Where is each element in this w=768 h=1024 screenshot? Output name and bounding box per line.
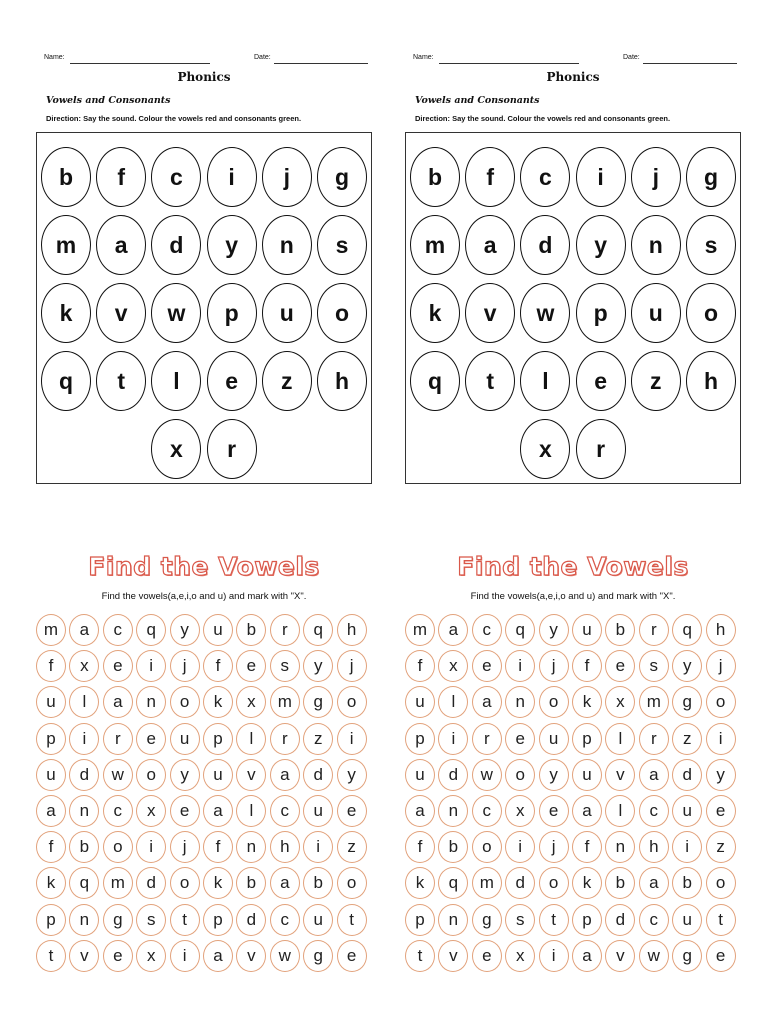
letter-circle[interactable]: c: [103, 795, 133, 827]
letter-circle[interactable]: v: [236, 940, 266, 972]
letter-circle[interactable]: o: [337, 686, 367, 718]
letter-circle[interactable]: i: [136, 650, 166, 682]
letter-circle[interactable]: z: [303, 723, 333, 755]
letter-circle[interactable]: u: [405, 759, 435, 791]
letter-circle[interactable]: m: [270, 686, 300, 718]
letter-circle[interactable]: x: [438, 650, 468, 682]
letter-circle[interactable]: d: [236, 904, 266, 936]
letter-circle[interactable]: y: [539, 759, 569, 791]
letter-circle[interactable]: p: [572, 723, 602, 755]
letter-oval[interactable]: i: [207, 147, 257, 207]
letter-circle[interactable]: t: [170, 904, 200, 936]
letter-circle[interactable]: x: [136, 940, 166, 972]
letter-circle[interactable]: b: [605, 614, 635, 646]
letter-circle[interactable]: f: [203, 831, 233, 863]
letter-oval[interactable]: w: [151, 283, 201, 343]
letter-circle[interactable]: c: [472, 614, 502, 646]
letter-circle[interactable]: q: [672, 614, 702, 646]
letter-circle[interactable]: e: [472, 940, 502, 972]
letter-oval[interactable]: g: [686, 147, 736, 207]
letter-circle[interactable]: q: [303, 614, 333, 646]
letter-circle[interactable]: m: [103, 867, 133, 899]
letter-circle[interactable]: u: [672, 904, 702, 936]
vowel-letter-grid: [405, 614, 741, 980]
letter-circle[interactable]: f: [572, 650, 602, 682]
letter-circle[interactable]: v: [605, 759, 635, 791]
letter-circle[interactable]: b: [236, 614, 266, 646]
letter-circle[interactable]: e: [539, 795, 569, 827]
letter-circle[interactable]: u: [170, 723, 200, 755]
letter-oval[interactable]: n: [262, 215, 312, 275]
letter-circle[interactable]: t: [405, 940, 435, 972]
letter-circle[interactable]: n: [438, 904, 468, 936]
letter-circle[interactable]: x: [605, 686, 635, 718]
letter-circle[interactable]: u: [303, 795, 333, 827]
letter-oval[interactable]: x: [520, 419, 570, 479]
letter-circle[interactable]: l: [605, 795, 635, 827]
letter-circle[interactable]: i: [69, 723, 99, 755]
letter-circle[interactable]: e: [706, 940, 736, 972]
letter-circle[interactable]: t: [36, 940, 66, 972]
letter-circle[interactable]: a: [639, 759, 669, 791]
letter-circle[interactable]: q: [438, 867, 468, 899]
letter-circle[interactable]: z: [706, 831, 736, 863]
date-label: Date:: [623, 54, 640, 61]
letter-circle[interactable]: w: [472, 759, 502, 791]
letter-circle[interactable]: d: [672, 759, 702, 791]
worksheet-direction: Direction: Say the sound. Colour the vowels red and consonants green.: [415, 114, 671, 123]
letter-circle[interactable]: j: [337, 650, 367, 682]
name-date-line: [44, 54, 366, 68]
letter-circle[interactable]: y: [170, 614, 200, 646]
letter-circle[interactable]: a: [270, 759, 300, 791]
find-vowels-title: Find the Vowels: [457, 552, 689, 581]
letter-circle[interactable]: n: [69, 904, 99, 936]
letter-circle[interactable]: g: [672, 940, 702, 972]
letter-oval-box: [36, 132, 372, 484]
letter-oval[interactable]: r: [207, 419, 257, 479]
letter-circle[interactable]: i: [539, 940, 569, 972]
letter-circle[interactable]: m: [405, 614, 435, 646]
letter-circle[interactable]: r: [639, 723, 669, 755]
letter-circle[interactable]: d: [303, 759, 333, 791]
find-vowels-worksheet-right: [403, 552, 743, 982]
letter-circle[interactable]: l: [69, 686, 99, 718]
letter-circle[interactable]: s: [505, 904, 535, 936]
letter-oval[interactable]: a: [465, 215, 515, 275]
letter-circle[interactable]: v: [438, 940, 468, 972]
letter-oval[interactable]: o: [317, 283, 367, 343]
letter-circle[interactable]: r: [103, 723, 133, 755]
letter-circle[interactable]: k: [36, 867, 66, 899]
letter-circle[interactable]: s: [136, 904, 166, 936]
letter-circle[interactable]: x: [69, 650, 99, 682]
letter-circle[interactable]: e: [136, 723, 166, 755]
letter-circle[interactable]: d: [605, 904, 635, 936]
letter-circle[interactable]: j: [706, 650, 736, 682]
letter-circle[interactable]: a: [405, 795, 435, 827]
letter-circle[interactable]: x: [505, 940, 535, 972]
letter-circle[interactable]: y: [706, 759, 736, 791]
letter-circle[interactable]: f: [405, 831, 435, 863]
letter-circle[interactable]: i: [136, 831, 166, 863]
letter-oval[interactable]: s: [686, 215, 736, 275]
letter-circle[interactable]: u: [405, 686, 435, 718]
letter-oval[interactable]: u: [262, 283, 312, 343]
letter-circle[interactable]: n: [505, 686, 535, 718]
date-field[interactable]: [643, 63, 737, 64]
letter-circle[interactable]: c: [639, 904, 669, 936]
letter-oval[interactable]: y: [576, 215, 626, 275]
letter-circle[interactable]: r: [270, 723, 300, 755]
letter-circle[interactable]: e: [103, 940, 133, 972]
letter-circle[interactable]: p: [203, 904, 233, 936]
letter-circle[interactable]: e: [170, 795, 200, 827]
letter-circle[interactable]: j: [170, 831, 200, 863]
find-vowels-worksheet-left: [34, 552, 374, 982]
letter-circle[interactable]: i: [438, 723, 468, 755]
letter-circle[interactable]: b: [605, 867, 635, 899]
letter-oval[interactable]: s: [317, 215, 367, 275]
letter-oval[interactable]: q: [410, 351, 460, 411]
letter-circle[interactable]: p: [405, 904, 435, 936]
letter-circle[interactable]: k: [572, 867, 602, 899]
letter-circle[interactable]: m: [639, 686, 669, 718]
letter-circle[interactable]: k: [203, 867, 233, 899]
letter-circle[interactable]: o: [170, 686, 200, 718]
letter-circle[interactable]: q: [69, 867, 99, 899]
letter-circle[interactable]: u: [303, 904, 333, 936]
letter-circle[interactable]: u: [539, 723, 569, 755]
letter-circle[interactable]: j: [539, 650, 569, 682]
date-field[interactable]: [274, 63, 368, 64]
letter-circle[interactable]: v: [605, 940, 635, 972]
letter-circle[interactable]: f: [203, 650, 233, 682]
letter-circle[interactable]: u: [572, 614, 602, 646]
letter-circle[interactable]: c: [270, 904, 300, 936]
letter-circle[interactable]: t: [337, 904, 367, 936]
letter-circle[interactable]: g: [472, 904, 502, 936]
letter-circle[interactable]: l: [236, 795, 266, 827]
letter-circle[interactable]: x: [236, 686, 266, 718]
letter-circle[interactable]: d: [69, 759, 99, 791]
letter-oval[interactable]: e: [576, 351, 626, 411]
letter-oval[interactable]: k: [41, 283, 91, 343]
letter-circle[interactable]: o: [472, 831, 502, 863]
letter-circle[interactable]: j: [170, 650, 200, 682]
letter-oval[interactable]: l: [520, 351, 570, 411]
letter-oval[interactable]: i: [576, 147, 626, 207]
letter-circle[interactable]: n: [236, 831, 266, 863]
letter-circle[interactable]: k: [405, 867, 435, 899]
letter-oval-box: [405, 132, 741, 484]
letter-circle[interactable]: p: [203, 723, 233, 755]
letter-oval[interactable]: c: [520, 147, 570, 207]
letter-circle[interactable]: o: [539, 686, 569, 718]
letter-circle[interactable]: p: [405, 723, 435, 755]
letter-circle[interactable]: n: [136, 686, 166, 718]
letter-circle[interactable]: h: [337, 614, 367, 646]
worksheet-direction: Direction: Say the sound. Colour the vowels red and consonants green.: [46, 114, 302, 123]
worksheet-title: Phonics: [546, 70, 600, 84]
letter-circle[interactable]: a: [472, 686, 502, 718]
letter-circle[interactable]: c: [103, 614, 133, 646]
letter-circle[interactable]: u: [203, 759, 233, 791]
letter-circle[interactable]: i: [505, 831, 535, 863]
letter-oval[interactable]: n: [631, 215, 681, 275]
letter-oval[interactable]: f: [465, 147, 515, 207]
find-vowels-instruction: Find the vowels(a,e,i,o and u) and mark with "X".: [470, 591, 676, 602]
letter-circle[interactable]: e: [103, 650, 133, 682]
letter-oval[interactable]: v: [96, 283, 146, 343]
letter-oval[interactable]: b: [41, 147, 91, 207]
letter-oval[interactable]: g: [317, 147, 367, 207]
letter-oval[interactable]: d: [151, 215, 201, 275]
letter-circle[interactable]: l: [438, 686, 468, 718]
letter-circle[interactable]: i: [706, 723, 736, 755]
letter-circle[interactable]: y: [170, 759, 200, 791]
letter-circle[interactable]: d: [505, 867, 535, 899]
letter-circle[interactable]: b: [69, 831, 99, 863]
letter-circle[interactable]: u: [203, 614, 233, 646]
letter-circle[interactable]: t: [539, 904, 569, 936]
letter-oval[interactable]: j: [631, 147, 681, 207]
letter-circle[interactable]: u: [572, 759, 602, 791]
letter-circle[interactable]: p: [572, 904, 602, 936]
letter-circle[interactable]: e: [505, 723, 535, 755]
letter-circle[interactable]: a: [438, 614, 468, 646]
letter-circle[interactable]: h: [639, 831, 669, 863]
letter-oval[interactable]: m: [410, 215, 460, 275]
worksheet-subtitle: Vowels and Consonants: [46, 95, 171, 106]
letter-oval[interactable]: d: [520, 215, 570, 275]
letter-circle[interactable]: t: [706, 904, 736, 936]
letter-circle[interactable]: o: [170, 867, 200, 899]
letter-circle[interactable]: x: [136, 795, 166, 827]
letter-circle[interactable]: m: [472, 867, 502, 899]
name-label: Name:: [44, 54, 65, 61]
letter-circle[interactable]: v: [69, 940, 99, 972]
letter-circle[interactable]: m: [36, 614, 66, 646]
letter-oval[interactable]: l: [151, 351, 201, 411]
letter-circle[interactable]: w: [639, 940, 669, 972]
letter-circle[interactable]: j: [539, 831, 569, 863]
letter-circle[interactable]: n: [605, 831, 635, 863]
letter-circle[interactable]: s: [639, 650, 669, 682]
letter-circle[interactable]: f: [405, 650, 435, 682]
letter-circle[interactable]: y: [337, 759, 367, 791]
letter-circle[interactable]: c: [472, 795, 502, 827]
letter-circle[interactable]: o: [505, 759, 535, 791]
letter-circle[interactable]: q: [136, 614, 166, 646]
letter-circle[interactable]: q: [505, 614, 535, 646]
letter-oval[interactable]: y: [207, 215, 257, 275]
letter-oval[interactable]: c: [151, 147, 201, 207]
letter-circle[interactable]: v: [236, 759, 266, 791]
letter-circle[interactable]: g: [103, 904, 133, 936]
letter-circle[interactable]: g: [303, 940, 333, 972]
letter-circle[interactable]: o: [706, 686, 736, 718]
letter-circle[interactable]: i: [337, 723, 367, 755]
letter-circle[interactable]: f: [36, 831, 66, 863]
letter-oval[interactable]: w: [520, 283, 570, 343]
letter-circle[interactable]: y: [539, 614, 569, 646]
letter-oval[interactable]: z: [262, 351, 312, 411]
letter-circle[interactable]: l: [605, 723, 635, 755]
letter-circle[interactable]: w: [103, 759, 133, 791]
letter-circle[interactable]: f: [36, 650, 66, 682]
letter-circle[interactable]: i: [303, 831, 333, 863]
letter-circle[interactable]: b: [438, 831, 468, 863]
letter-circle[interactable]: a: [203, 795, 233, 827]
letter-oval[interactable]: k: [410, 283, 460, 343]
name-field[interactable]: [70, 63, 210, 64]
letter-circle[interactable]: c: [270, 795, 300, 827]
letter-oval[interactable]: h: [317, 351, 367, 411]
letter-oval[interactable]: t: [465, 351, 515, 411]
letter-circle[interactable]: a: [69, 614, 99, 646]
letter-oval[interactable]: u: [631, 283, 681, 343]
name-date-line: [413, 54, 735, 68]
letter-circle[interactable]: u: [36, 759, 66, 791]
letter-circle[interactable]: y: [303, 650, 333, 682]
letter-oval[interactable]: h: [686, 351, 736, 411]
letter-circle[interactable]: e: [236, 650, 266, 682]
letter-circle[interactable]: a: [639, 867, 669, 899]
letter-circle[interactable]: u: [36, 686, 66, 718]
letter-circle[interactable]: d: [438, 759, 468, 791]
letter-circle[interactable]: e: [337, 940, 367, 972]
letter-oval[interactable]: z: [631, 351, 681, 411]
letter-circle[interactable]: i: [505, 650, 535, 682]
letter-circle[interactable]: n: [438, 795, 468, 827]
letter-circle[interactable]: a: [270, 867, 300, 899]
letter-circle[interactable]: i: [672, 831, 702, 863]
letter-oval[interactable]: m: [41, 215, 91, 275]
letter-circle[interactable]: a: [103, 686, 133, 718]
letter-circle[interactable]: s: [270, 650, 300, 682]
letter-oval[interactable]: o: [686, 283, 736, 343]
letter-oval[interactable]: p: [576, 283, 626, 343]
letter-circle[interactable]: c: [639, 795, 669, 827]
letter-circle[interactable]: r: [270, 614, 300, 646]
letter-circle[interactable]: w: [270, 940, 300, 972]
letter-circle[interactable]: h: [270, 831, 300, 863]
worksheet-title: Phonics: [177, 70, 231, 84]
letter-circle[interactable]: b: [236, 867, 266, 899]
letter-circle[interactable]: o: [706, 867, 736, 899]
letter-circle[interactable]: a: [572, 940, 602, 972]
phonics-worksheet-right: [403, 48, 743, 488]
letter-circle[interactable]: f: [572, 831, 602, 863]
letter-circle[interactable]: o: [337, 867, 367, 899]
letter-circle[interactable]: o: [103, 831, 133, 863]
letter-circle[interactable]: g: [303, 686, 333, 718]
letter-circle[interactable]: a: [572, 795, 602, 827]
vowel-letter-grid: [36, 614, 372, 980]
letter-oval[interactable]: b: [410, 147, 460, 207]
letter-oval[interactable]: v: [465, 283, 515, 343]
letter-circle[interactable]: b: [672, 867, 702, 899]
find-vowels-instruction: Find the vowels(a,e,i,o and u) and mark with "X".: [101, 591, 307, 602]
letter-circle[interactable]: n: [69, 795, 99, 827]
name-label: Name:: [413, 54, 434, 61]
letter-circle[interactable]: r: [472, 723, 502, 755]
letter-circle[interactable]: r: [639, 614, 669, 646]
letter-circle[interactable]: z: [337, 831, 367, 863]
letter-circle[interactable]: p: [36, 904, 66, 936]
phonics-worksheet-left: [34, 48, 374, 488]
worksheet-subtitle: Vowels and Consonants: [415, 95, 540, 106]
letter-circle[interactable]: d: [136, 867, 166, 899]
letter-circle[interactable]: h: [706, 614, 736, 646]
letter-circle[interactable]: k: [572, 686, 602, 718]
letter-circle[interactable]: e: [605, 650, 635, 682]
letter-circle[interactable]: o: [539, 867, 569, 899]
letter-circle[interactable]: a: [203, 940, 233, 972]
letter-circle[interactable]: a: [36, 795, 66, 827]
letter-circle[interactable]: y: [672, 650, 702, 682]
letter-oval[interactable]: t: [96, 351, 146, 411]
letter-circle[interactable]: o: [136, 759, 166, 791]
letter-circle[interactable]: e: [472, 650, 502, 682]
find-vowels-title: Find the Vowels: [88, 552, 320, 581]
letter-oval[interactable]: x: [151, 419, 201, 479]
letter-circle[interactable]: p: [36, 723, 66, 755]
letter-circle[interactable]: k: [203, 686, 233, 718]
letter-oval[interactable]: r: [576, 419, 626, 479]
letter-circle[interactable]: b: [303, 867, 333, 899]
letter-circle[interactable]: e: [337, 795, 367, 827]
letter-circle[interactable]: z: [672, 723, 702, 755]
letter-circle[interactable]: l: [236, 723, 266, 755]
letter-oval[interactable]: j: [262, 147, 312, 207]
name-field[interactable]: [439, 63, 579, 64]
letter-oval[interactable]: e: [207, 351, 257, 411]
letter-circle[interactable]: x: [505, 795, 535, 827]
letter-circle[interactable]: g: [672, 686, 702, 718]
letter-oval[interactable]: f: [96, 147, 146, 207]
letter-circle[interactable]: u: [672, 795, 702, 827]
letter-circle[interactable]: e: [706, 795, 736, 827]
letter-circle[interactable]: i: [170, 940, 200, 972]
letter-oval[interactable]: p: [207, 283, 257, 343]
letter-oval[interactable]: q: [41, 351, 91, 411]
date-label: Date:: [254, 54, 271, 61]
letter-oval[interactable]: a: [96, 215, 146, 275]
